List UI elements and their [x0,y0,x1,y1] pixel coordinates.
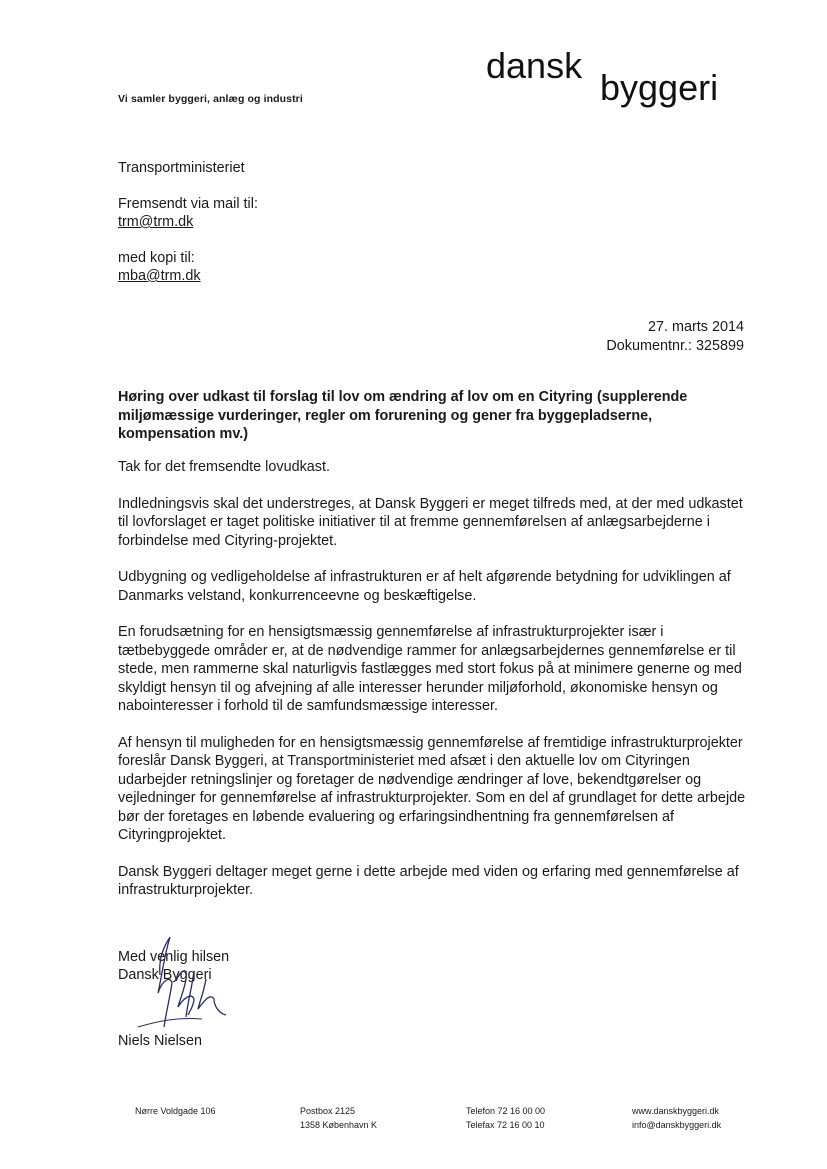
letter-date: 27. marts 2014 [648,319,744,335]
sent-via-email-link[interactable]: trm@trm.dk [118,214,194,230]
tagline: Vi samler byggeri, anlæg og industri [118,93,303,105]
footer-web-link[interactable]: www.danskbyggeri.dk [632,1106,720,1116]
footer-city: 1358 København K [300,1120,378,1130]
letter-body [118,458,746,918]
footer-postbox [300,1104,377,1132]
closing-greeting: Med venlig hilsen [118,949,230,965]
recipient-name: Transportministeriet [118,160,245,176]
footer-street: Nørre Voldgade 106 [135,1106,216,1116]
footer-contact [632,1104,721,1132]
copy-label: med kopi til: [118,249,195,266]
signer-name: Niels Nielsen [118,1033,202,1049]
body-paragraph: Dansk Byggeri deltager meget gerne i dette arbejde med viden og erfaring med gennemførelse af infrastrukturprojekter. [118,863,739,898]
copy-email-link[interactable]: mba@trm.dk [118,268,201,284]
recipient-block [118,159,258,286]
footer-phone-line: Telefon 72 16 00 00 [466,1106,546,1116]
footer-postbox-line: Postbox 2125 [300,1106,356,1116]
handwritten-signature [118,935,248,1030]
document-number: Dokumentnr.: 325899 [606,337,744,354]
body-paragraph: Udbygning og vedligeholdelse af infrastrukturen er af helt afgørende betydning for udviklingen af Danmarks velstand, konkurrenceevne og beskæftigelse. [118,569,731,604]
date-block [606,318,744,355]
body-paragraph: Af hensyn til muligheden for en hensigtsmæssig gennemførelse af fremtidige infrastrukturprojekter foreslår Dansk Byggeri, at Transportministeriet med afsæt i den aktuelle lov om Cityringen udarbejder retningslinjer og foretager de nødvendige ændringer af love, bekendtgørelser og vejledninger for gennemførelse af infrastrukturprojekter. Som en del af grundlaget for dette arbejde bør der foretages en løbende evaluering og erfaringsindhentning fra gennemførelsen af Cityringprojektet. [118,734,746,843]
body-paragraph: En forudsætning for en hensigtsmæssig gennemførelse af infrastrukturprojekter især i tætbebyggede områder er, at de nødvendige rammer for anlægsarbejdernes gennemførelse er til stede, men rammerne skal naturligvis fastlægges med stort fokus på at minimere generne og med skyldigt hensyn til og afvejning af alle interesser herunder miljøforhold, økonomiske hensyn og nabointeresser i forhold til de samfundsmæssige interesser. [118,624,742,714]
footer-address [135,1104,216,1118]
footer-email-link[interactable]: info@danskbyggeri.dk [632,1120,722,1130]
footer-phone [466,1104,545,1132]
letter-subject: Høring over udkast til forslag til lov om ændring af lov om en Cityring (supplerende miljømæssige vurderinger, regler om forurening og gener fra byggepladserne, kompensation mv.) [118,389,688,442]
logo-text-byggeri: byggeri [600,67,719,108]
closing-org: Dansk Byggeri [118,967,212,983]
body-paragraph: Tak for det fremsendte lovudkast. [118,459,330,475]
body-paragraph: Indledningsvis skal det understreges, at Dansk Byggeri er meget tilfreds med, at der med udkastet til lovforslaget er taget politiske initiativer til at fremme gennemførelsen af anlægsarbejderne i forbindelse med Cityring-projektet. [118,495,743,549]
dansk-byggeri-logo [486,44,746,108]
footer-fax: Telefax 72 16 00 10 [466,1120,545,1130]
sent-via-label: Fremsendt via mail til: [118,195,258,212]
logo-text-dansk: dansk [486,45,583,86]
